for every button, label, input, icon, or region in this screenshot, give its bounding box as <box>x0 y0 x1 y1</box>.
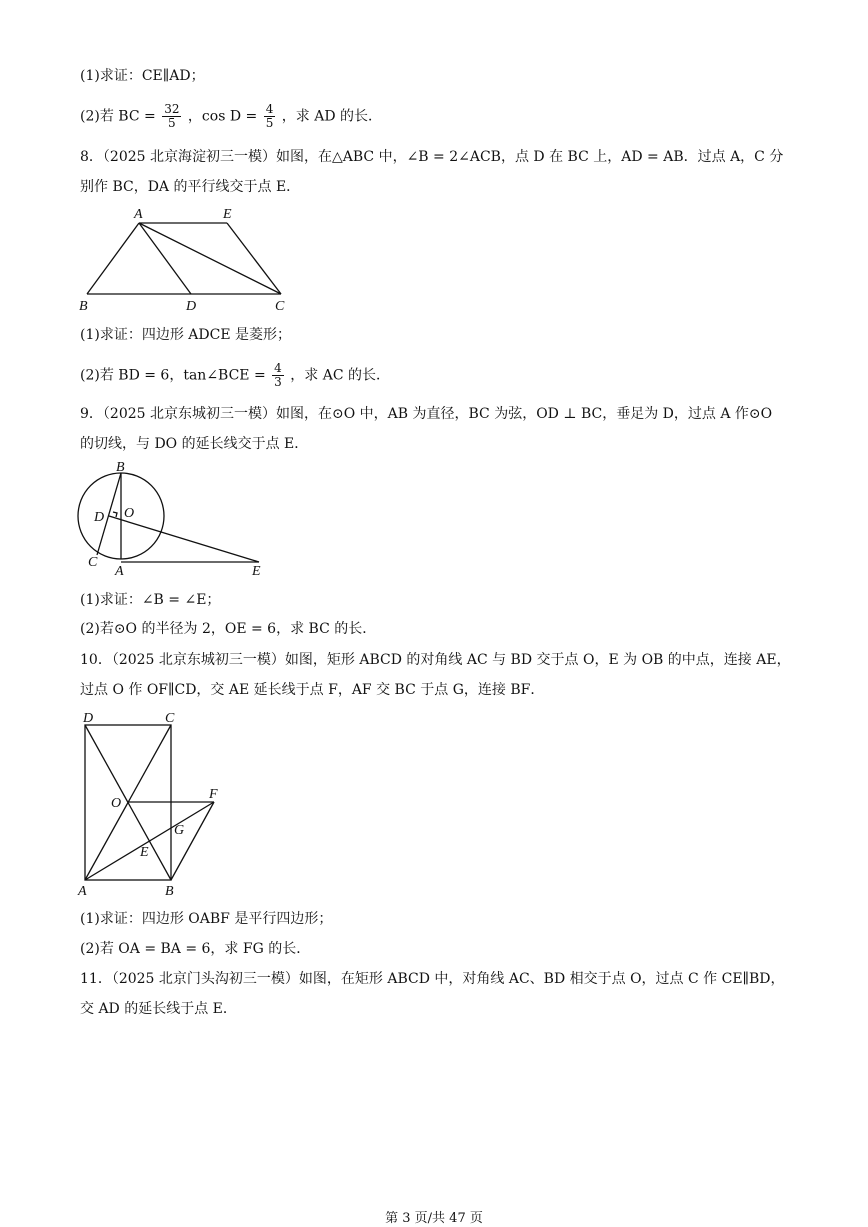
point-label-b: B <box>116 460 125 475</box>
q11-stem-line2: 交 AD 的延长线于点 E． <box>80 1001 237 1017</box>
q9-part2: (2)若⊙O 的半径为 2，OE = 6，求 BC 的长． <box>80 621 377 637</box>
point-label-e: E <box>252 564 261 579</box>
point-label-d: D <box>94 510 105 525</box>
point-label-f: F <box>209 787 218 802</box>
fraction-numerator: 4 <box>265 102 274 116</box>
q7-part2-middle: ，cos D = <box>187 108 258 125</box>
point-label-b: B <box>165 884 174 899</box>
segment-ac <box>139 223 281 294</box>
q10-part2: (2)若 OA = BA = 6，求 FG 的长． <box>80 941 311 957</box>
point-label-o: O <box>124 506 135 521</box>
point-label-c: C <box>165 711 175 726</box>
point-label-e: E <box>223 207 232 222</box>
q7-fraction-bc <box>162 103 181 130</box>
q7-fraction-cos <box>264 103 276 130</box>
fraction-numerator: 32 <box>164 102 180 116</box>
q9-stem-line1: 9．（2025 北京东城初三一模）如图，在⊙O 中，AB 为直径，BC 为弦，OD ⊥ BC，垂足为 D，过点 A 作⊙O <box>80 406 773 422</box>
segment-af <box>85 802 214 880</box>
q9-stem-line2: 的切线，与 DO 的延长线交于点 E． <box>80 436 309 452</box>
q7-part2-prefix: (2)若 BC = <box>80 108 156 125</box>
point-label-b: B <box>79 299 88 314</box>
q7-part2-suffix: ，求 AD 的长． <box>281 108 383 125</box>
q8-part2-prefix: (2)若 BD = 6，tan∠BCE = <box>80 367 266 384</box>
segment-ab <box>87 223 139 294</box>
segment-ad <box>139 223 191 294</box>
q8-part1: (1)求证：四边形 ADCE 是菱形； <box>80 327 291 343</box>
q8-stem-line1: 8．（2025 北京海淀初三一模）如图，在△ABC 中，∠B = 2∠ACB，点 D 在 BC 上，AD = AB．过点 A，C 分 <box>80 149 784 165</box>
q10-stem-line1: 10．（2025 北京东城初三一模）如图，矩形 ABCD 的对角线 AC 与 BD 交于点 O，E 为 OB 的中点，连接 AE， <box>80 652 791 668</box>
fraction-denominator: 5 <box>265 116 274 130</box>
point-label-a: A <box>115 564 124 579</box>
point-label-e: E <box>140 845 149 860</box>
fraction-denominator: 5 <box>168 116 176 130</box>
right-angle-mark <box>113 512 117 517</box>
q11-stem-line1: 11．（2025 北京门头沟初三一模）如图，在矩形 ABCD 中，对角线 AC、BD 相交于点 O，过点 C 作 CE∥BD， <box>80 971 785 987</box>
q7-part2 <box>80 103 382 130</box>
q8-stem-line2: 别作 BC，DA 的平行线交于点 E． <box>80 179 301 195</box>
q8-part2-suffix: ，求 AC 的长． <box>290 367 390 384</box>
fraction-numerator: 4 <box>274 361 282 375</box>
segment-de <box>109 516 259 562</box>
point-label-g: G <box>174 823 185 838</box>
point-label-a: A <box>134 207 143 222</box>
point-label-o: O <box>111 796 122 811</box>
point-label-c: C <box>275 299 285 314</box>
q10-part1: (1)求证：四边形 OABF 是平行四边形； <box>80 911 333 927</box>
q8-figure-parallelogram <box>75 200 305 315</box>
segment-bf <box>171 802 214 880</box>
point-label-a: A <box>78 884 87 899</box>
q10-stem-line2: 过点 O 作 OF∥CD，交 AE 延长线于点 F，AF 交 BC 于点 G，连接 BF． <box>80 682 545 698</box>
q8-fraction-tan <box>272 362 284 389</box>
q8-part2 <box>80 362 390 389</box>
q9-figure-circle-tangent <box>75 460 275 580</box>
point-label-d: D <box>83 711 94 726</box>
point-label-d: D <box>186 299 197 314</box>
point-label-c: C <box>88 555 98 570</box>
q7-part1: (1)求证：CE∥AD； <box>80 68 205 84</box>
q10-figure-rectangle <box>75 705 235 900</box>
segment-ec <box>227 223 281 294</box>
page-number-footer: 第 3 页/共 47 页 <box>385 1211 483 1226</box>
fraction-denominator: 3 <box>274 375 282 389</box>
q9-part1: (1)求证：∠B = ∠E； <box>80 592 221 608</box>
